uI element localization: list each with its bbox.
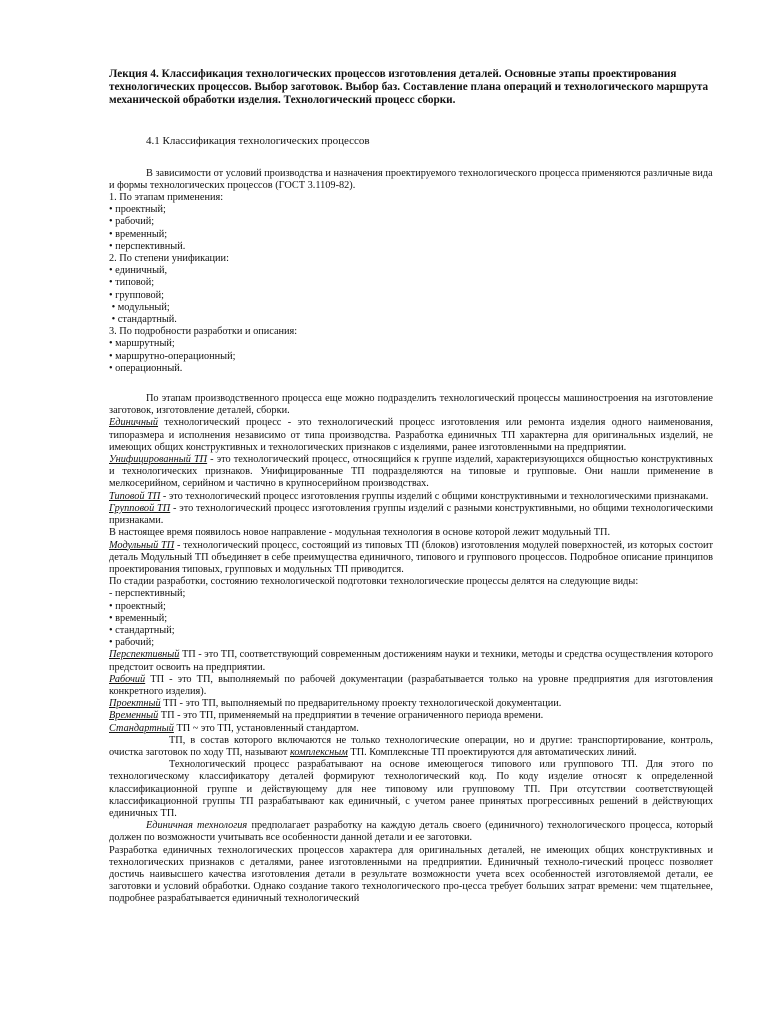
classification-groups	[109, 192, 713, 375]
term: Модульный ТП	[109, 539, 175, 551]
definition-design	[109, 698, 713, 710]
definition-text: ТП ~ это ТП, установленный стандартом.	[173, 722, 359, 734]
definition-text: ТП - это ТП, выполняемый по предварительному проекту технологической документации.	[160, 698, 562, 710]
definition-standard	[109, 723, 713, 735]
text: ТП. Комплексные ТП проектируются для автоматических линий.	[347, 746, 637, 758]
term: Перспективный	[109, 649, 180, 661]
definition-text: - это технологический процесс, относящийся к группе изделий, характеризующихся общностью конструктивных и технологических признаков. Унифицированные ТП подразделяются на типовые и групповые. Они нашли применение в мелкосерийном, серийном и частично в крупносерийном производствах.	[109, 454, 713, 490]
intro-paragraph: В зависимости от условий производства и назначения проектируемого технологического процесса применяются различные вида и формы технологических процессов (ГОСТ 3.1109-82).	[109, 167, 713, 191]
list-item: • проектный;	[109, 600, 166, 612]
definition-temporary	[109, 710, 713, 722]
definition-working	[109, 674, 713, 698]
definition-text: технологический процесс - это технологический процесс изготовления или ремонта изделия одного наименования, типоразмера и исполнения независимо от типа производства. Разработка единичных ТП характерна для оригинальных изделий, не имеющих общих конструктивных и технологических признаков с изделиями, ранее изготовленными на предприятии.	[109, 417, 713, 453]
term: Единичный	[109, 417, 159, 429]
definition-text: ТП - это ТП, применяемый на предприятии в течение ограниченного периода времени.	[158, 710, 544, 722]
definition-text: предполагает разработку на каждую деталь своего (единичного) технологического процесса, который должен по возможности учитывать все особенности данной детали и ее заготовки.	[109, 820, 713, 844]
list-item: • операционный.	[109, 362, 183, 374]
definition-text: ТП - это ТП, выполняемый по рабочей документации (разрабатывается только на уровне предприятия для изготовления конкретного изделия).	[109, 673, 713, 697]
list-item: • групповой;	[109, 289, 165, 301]
lecture-title: Лекция 4. Классификация технологических процессов изготовления деталей. Основные этапы проектирования технологических процессов. Выбор заготовок. Выбор баз. Составление плана операций и технологического маршрута механической обработки изделия. Технологический процесс сборки.	[109, 68, 709, 107]
group-heading: 3. По подробности разработки и описания:	[109, 326, 298, 338]
list-item: • маршрутный;	[109, 338, 175, 350]
term: Групповой ТП	[109, 502, 171, 514]
term: Рабочий	[109, 673, 146, 685]
document-page	[109, 68, 713, 906]
definition-text: - это технологический процесс изготовления группы изделий с общими конструктивными и технологическими признаками.	[160, 490, 709, 502]
group-unification	[109, 253, 713, 326]
list-item: • временный;	[109, 228, 168, 240]
list-item: - перспективный;	[109, 588, 186, 600]
term: Стандартный	[109, 722, 174, 734]
list-item: • перспективный.	[109, 240, 186, 252]
list-item: • типовой;	[109, 277, 155, 289]
term: комплексным	[289, 746, 348, 758]
group-list	[109, 265, 713, 326]
definition-modular	[109, 540, 713, 577]
list-item: • модульный;	[109, 301, 170, 313]
term: Типовой ТП	[109, 490, 161, 502]
list-item: • проектный;	[109, 204, 166, 216]
list-item: • единичный,	[109, 265, 168, 277]
term: Унифицированный ТП	[109, 454, 208, 466]
stage-list	[109, 588, 713, 649]
section-heading: 4.1 Классификация технологических процессов	[146, 134, 370, 147]
modular-intro: В настоящее время появилось новое направление - модульная технология в основе которой лежит модульный ТП.	[109, 527, 611, 539]
group-detail	[109, 326, 713, 375]
group-heading: 1. По этапам применения:	[109, 192, 224, 204]
stage-dev-paragraph: По стадии разработки, состоянию технологической подготовки технологические процессы делятся на следующие виды:	[109, 576, 639, 588]
group-stages	[109, 192, 713, 253]
definition-typical	[109, 491, 713, 503]
definition-group	[109, 503, 713, 527]
complex-paragraph	[109, 735, 713, 759]
stages-paragraph: По этапам производственного процесса еще можно подразделить технологический процессы машиностроения на изготовление заготовок, изготовление деталей, сборки.	[109, 393, 713, 417]
single-tech-paragraph	[109, 820, 713, 844]
term: Временный	[109, 710, 159, 722]
definition-perspective	[109, 649, 713, 673]
list-item: • маршрутно-операционный;	[109, 350, 236, 362]
list-item: • стандартный;	[109, 624, 175, 636]
group-list	[109, 338, 713, 375]
last-paragraph: Разработка единичных технологических процессов характера для оригинальных деталей, не имеющих общих конструктивных и технологических признаков с деталями, ранее изготовленными на предприятии. Единичный техноло-гический процесс позволяет достичь наивысшего качества изготовления детали в результате возможности учета всех особенностей изготовляемой детали, ее заготовки и условий обработки. Однако создание такого технологического про-цесса требует больших затрат времени: чем тщательнее, подробнее разрабатывается единичный технологический	[109, 844, 713, 905]
definition-unified	[109, 454, 713, 491]
text: ТП, в состав которого включаются не только технологические операции, но и другие: транспортирование, контроль, очистка заготовок по ходу ТП, называют	[109, 734, 713, 758]
list-item: • временный;	[109, 612, 168, 624]
term: Единичная технология	[146, 820, 248, 832]
definition-text: - это технологический процесс изготовления группы изделий с разными конструктивными, но общими технологическими признаками.	[109, 502, 713, 527]
group-list	[109, 204, 713, 253]
definition-text: ТП - это ТП, соответствующий современным достижениям науки и техники, методы и средства осуществления которого предстоит освоить на предприятии.	[109, 649, 713, 673]
group-heading: 2. По степени унификации:	[109, 253, 229, 265]
definition-text: - технологический процесс, состоящий из типовых ТП (блоков) изготовления модулей поверхностей, из которых состоит деталь Модульный ТП объединяет в себе преимущества единичного, типового и группового процессов. Подробное описание принципов проектирования типовых, групповых и модульных ТП приводится.	[109, 539, 713, 575]
list-item: • рабочий;	[109, 216, 155, 228]
basis-paragraph: Технологический процесс разрабатывают на основе имеющегося типового или группового ТП. Для этого по технологическому классификатору деталей формируют технологический код. По коду изделие относят к определенной классификационной группе и действующему для нее типовому или групповому ТП. При отсутствии соответствующей классификационной группы ТП разрабатывают как единичный, с учетом ранее принятых прогрессивных решений в действующих единичных ТП.	[109, 759, 713, 819]
list-item: • рабочий;	[109, 637, 155, 649]
term: Проектный	[109, 698, 161, 710]
list-item: • стандартный.	[109, 314, 177, 326]
definition-single	[109, 417, 713, 454]
